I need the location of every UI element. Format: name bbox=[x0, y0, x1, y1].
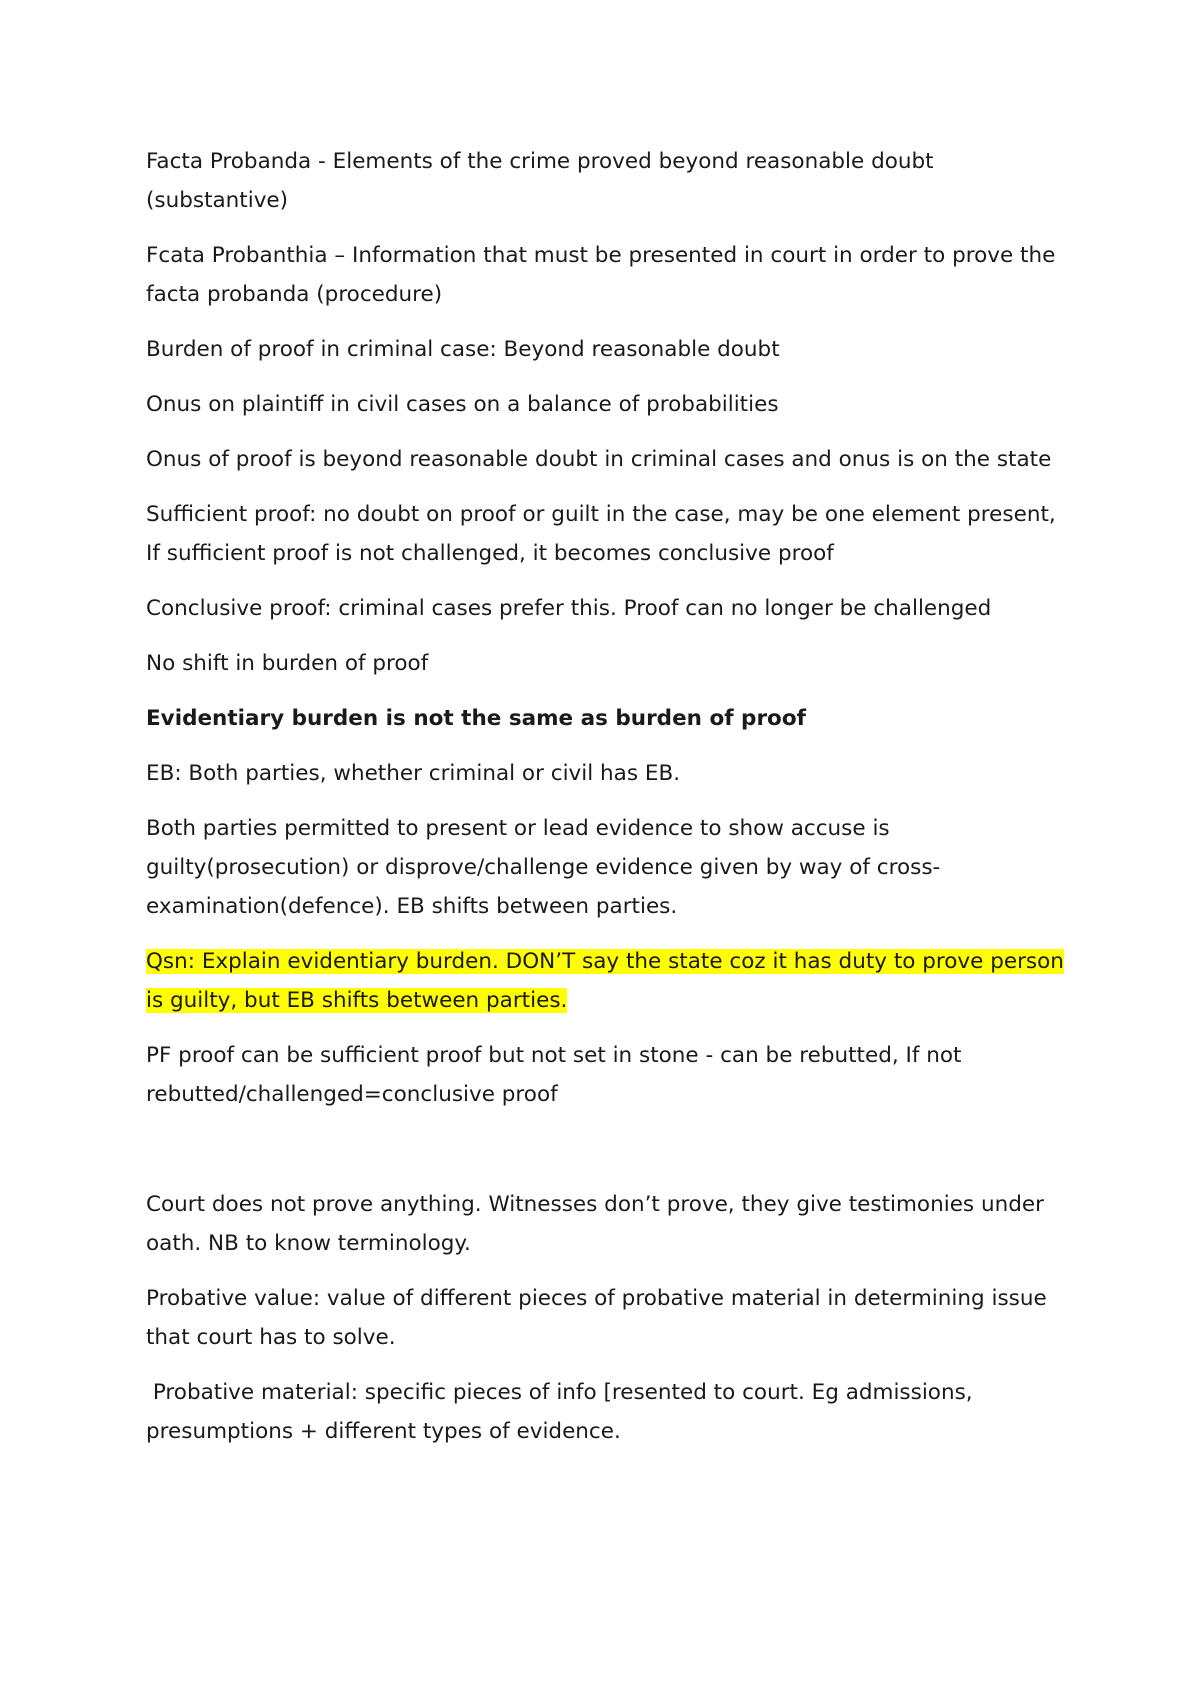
paragraph-text: Onus on plaintiff in civil cases on a balance of probabilities bbox=[146, 392, 779, 417]
paragraph-text: No shift in burden of proof bbox=[146, 651, 429, 676]
paragraph-text: PF proof can be sufficient proof but not set in stone - can be rebutted, If not rebutted/challenged=conclusive proof bbox=[146, 1043, 962, 1107]
paragraph-both-parties-permitted bbox=[146, 809, 1066, 926]
paragraph-eb-both-parties bbox=[146, 754, 1066, 793]
paragraph-text: Burden of proof in criminal case: Beyond reasonable doubt bbox=[146, 337, 780, 362]
paragraph-text: Court does not prove anything. Witnesses don’t prove, they give testimonies under oath. NB to know terminology. bbox=[146, 1192, 1044, 1256]
blank-line bbox=[146, 1130, 1066, 1169]
paragraph-text: Both parties permitted to present or lead evidence to show accuse is guilty(prosecution) or disprove/challenge evidence given by way of cross-examination(defence). EB shifts between parties. bbox=[146, 816, 941, 919]
paragraph-onus-civil bbox=[146, 385, 1066, 424]
paragraph-no-shift bbox=[146, 644, 1066, 683]
paragraph-onus-criminal bbox=[146, 440, 1066, 479]
paragraph-burden-criminal bbox=[146, 330, 1066, 369]
paragraph-text: Sufficient proof: no doubt on proof or guilt in the case, may be one element present, If sufficient proof is not challenged, it becomes conclusive proof bbox=[146, 502, 1056, 566]
paragraph-text: Onus of proof is beyond reasonable doubt in criminal cases and onus is on the state bbox=[146, 447, 1052, 472]
paragraph-text: Probative value: value of different pieces of probative material in determining issue that court has to solve. bbox=[146, 1286, 1047, 1350]
paragraph-sufficient-proof bbox=[146, 495, 1066, 573]
document-body bbox=[146, 142, 1066, 1467]
paragraph-text: Probative material: specific pieces of info [resented to court. Eg admissions, presumptions + different types of evidence. bbox=[146, 1380, 980, 1444]
paragraph-question-highlight bbox=[146, 942, 1066, 1020]
paragraph-facta-probanthia bbox=[146, 236, 1066, 314]
paragraph-pf-proof bbox=[146, 1036, 1066, 1114]
paragraph-text: Facta Probanda - Elements of the crime proved beyond reasonable doubt (substantive) bbox=[146, 149, 934, 213]
paragraph-text: EB: Both parties, whether criminal or civil has EB. bbox=[146, 761, 681, 786]
paragraph-probative-material bbox=[146, 1373, 1066, 1451]
paragraph-court-terminology bbox=[146, 1185, 1066, 1263]
section-heading-evidentiary-burden bbox=[146, 699, 1066, 738]
heading-text: Evidentiary burden is not the same as burden of proof bbox=[146, 706, 806, 731]
paragraph-facta-probanda bbox=[146, 142, 1066, 220]
paragraph-text: Conclusive proof: criminal cases prefer this. Proof can no longer be challenged bbox=[146, 596, 992, 621]
paragraph-conclusive-proof bbox=[146, 589, 1066, 628]
paragraph-probative-value bbox=[146, 1279, 1066, 1357]
highlighted-text: Qsn: Explain evidentiary burden. DON’T say the state coz it has duty to prove person is guilty, but EB shifts between parties. bbox=[146, 949, 1064, 1013]
paragraph-text: Fcata Probanthia – Information that must be presented in court in order to prove the facta probanda (procedure) bbox=[146, 243, 1056, 307]
